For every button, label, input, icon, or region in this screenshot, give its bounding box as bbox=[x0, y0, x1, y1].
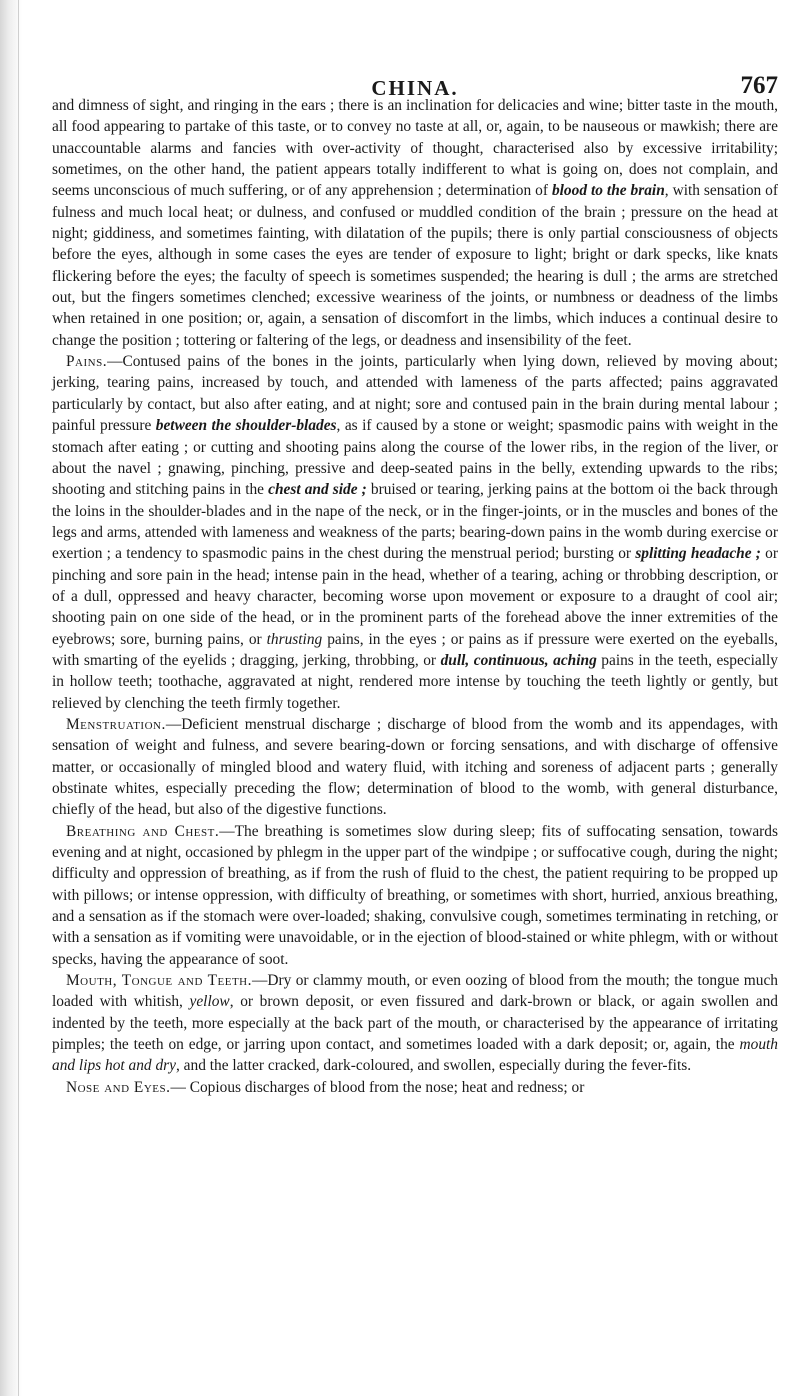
text-run: or pinching and sore pain in the head; intense pain in the head, whether of a tearing, aching or throbbing description, or of a dull, oppressed and heavy character, becoming worse upon movement or exposure to a draught of cool air; shooting pain on one side of the head, or in the prominent parts of the forehead above the inner extremities of the eyebrows; sore, burning pains, or bbox=[52, 545, 778, 648]
section-heading: Menstruation. bbox=[66, 715, 166, 733]
paragraph bbox=[52, 95, 778, 351]
section-heading: Nose and Eyes. bbox=[66, 1078, 171, 1096]
emphasis-text: mouth and lips hot and dry bbox=[52, 1036, 778, 1075]
emphasis-text: thrusting bbox=[266, 630, 323, 648]
text-run: , or brown deposit, or even fissured and dark-brown or black, or again swollen and indented by the teeth, more especially at the back part of the mouth, or characterised by the appearance of irritating pimples; the teeth on edge, or jarring upon contact, and sometimes loaded with a dark deposit; or, again, the bbox=[52, 993, 778, 1054]
page-gutter-line bbox=[18, 0, 19, 1396]
text-run: and dimness of sight, and ringing in the ears ; there is an inclination for delicacies and wine; bitter taste in the mouth, all food appearing to partake of this taste, or to convey no taste at all, or, again, to be nauseous or mawkish; there are unaccountable alarms and fancies with over-activity of thought, characterised also by excessive irritability; sometimes, on the other hand, the patient appears totally indifferent to what is going on, does not complain, and seems unconscious of much suffering, or of any apprehension ; determination of bbox=[52, 97, 778, 200]
emphasis-text: chest and side ; bbox=[268, 481, 367, 499]
text-run: pains in the teeth, especially in hollow teeth; toothache, aggravated at night, rendered more intense by touching the teeth lightly or gently, but relieved by clenching the teeth firmly together. bbox=[52, 651, 778, 712]
page-number: 767 bbox=[740, 72, 778, 99]
emphasis-text: dull, continuous, aching bbox=[440, 651, 597, 669]
body-text bbox=[52, 95, 778, 1098]
paragraph bbox=[52, 821, 778, 970]
book-page bbox=[52, 0, 778, 1396]
text-run: bruised or tearing, jerking pains at the bottom oi the back through the loins in the shoulder-blades and in the nape of the neck, or in the finger-joints, or in the muscles and bones of the legs and arms, attended with lameness and weakness of the parts; bearing-down pains in the womb during exercise or exertion ; a tendency to spasmodic pains in the chest during the menstrual period; bursting or bbox=[52, 481, 778, 563]
emphasis-text: yellow bbox=[189, 993, 230, 1011]
text-run: , with sensation of fulness and much local heat; or dulness, and confused or muddled condition of the brain ; pressure on the head at night; giddiness, and sometimes fainting, with dilatation of the pupils; there is only partial consciousness of objects before the eyes, although in some cases the eyes are tender of exposure to light; bright or dark specks, like knats flickering before the eyes; the faculty of speech is sometimes suspended; the hearing is dull ; the arms are stretched out, but the fingers sometimes clenched; excessive weariness of the joints, or numbness or deadness of the limbs when retained in one position; or, again, a sensation of discomfort in the limbs, which induces a continual desire to change the position ; tottering or faltering of the legs, or deadness and insensibility of the feet. bbox=[52, 182, 778, 349]
text-run: , as if caused by a stone or weight; spasmodic pains with weight in the stomach after eating ; or cutting and shooting pains along the course of the lower ribs, in the region of the liver, or about the navel ; gnawing, pinching, pressive and deep-seated pains in the belly, extending upwards to the ribs; shooting and stitching pains in the bbox=[52, 417, 778, 499]
section-heading: Mouth, Tongue and Teeth. bbox=[66, 972, 252, 990]
paragraph bbox=[52, 1077, 778, 1098]
paragraph bbox=[52, 351, 778, 714]
paragraph bbox=[52, 714, 778, 821]
text-run: — Copious discharges of blood from the nose; heat and redness; or bbox=[170, 1078, 585, 1096]
paragraph bbox=[52, 970, 778, 1077]
text-run: —Deficient menstrual discharge ; discharge of blood from the womb and its appendages, with sensation of weight and fulness, and severe bearing-down or forcing sensations, and with discharge of offensive matter, or occasionally of mingled blood and watery fluid, with itching and soreness of adjacent parts ; generally obstinate whites, especially preceding the flow; determination of blood to the womb, with general disturbance, chiefly of the head, but also of the digestive functions. bbox=[52, 715, 778, 819]
text-run: , and the latter cracked, dark-coloured, and swollen, especially during the fever-fits. bbox=[175, 1057, 692, 1075]
text-run: pains, in the eyes ; or pains as if pressure were exerted on the eyeballs, with smarting of the eyelids ; dragging, jerking, throbbing, or bbox=[52, 630, 778, 669]
emphasis-text: splitting headache ; bbox=[635, 545, 761, 563]
section-heading: Breathing and Chest. bbox=[66, 822, 220, 840]
emphasis-text: blood to the brain bbox=[551, 182, 665, 200]
text-run: —The breathing is sometimes slow during sleep; fits of suffocating sensation, towards evening and at night, occasioned by phlegm in the upper part of the windpipe ; or suffocative cough, during the night; difficulty and oppression of breathing, as if from the rush of fluid to the chest, the patient requiring to be propped up with pillows; or intense oppression, with difficulty of breathing, or sometimes with short, hurried, anxious breathing, and a sensation as if the stomach were over-loaded; shaking, convulsive cough, sometimes terminating in retching, or with a sensation as if vomiting were unavoidable, or in the ejection of blood-stained or white phlegm, with or without specks, having the appearance of soot. bbox=[52, 822, 778, 968]
text-run: —Contused pains of the bones in the joints, particularly when lying down, relieved by moving about; jerking, tearing pains, increased by touch, and attended with lameness of the parts affected; pains aggravated particularly by contact, but also after eating, and at night; sore and contused pain in the brain during mental labour ; painful pressure bbox=[52, 353, 778, 435]
text-run: —Dry or clammy mouth, or even oozing of blood from the mouth; the tongue much loaded with whitish, bbox=[52, 972, 778, 1011]
emphasis-text: between the shoulder-blades bbox=[155, 417, 337, 435]
section-heading: Pains. bbox=[66, 353, 108, 371]
running-title: CHINA. bbox=[371, 76, 459, 100]
